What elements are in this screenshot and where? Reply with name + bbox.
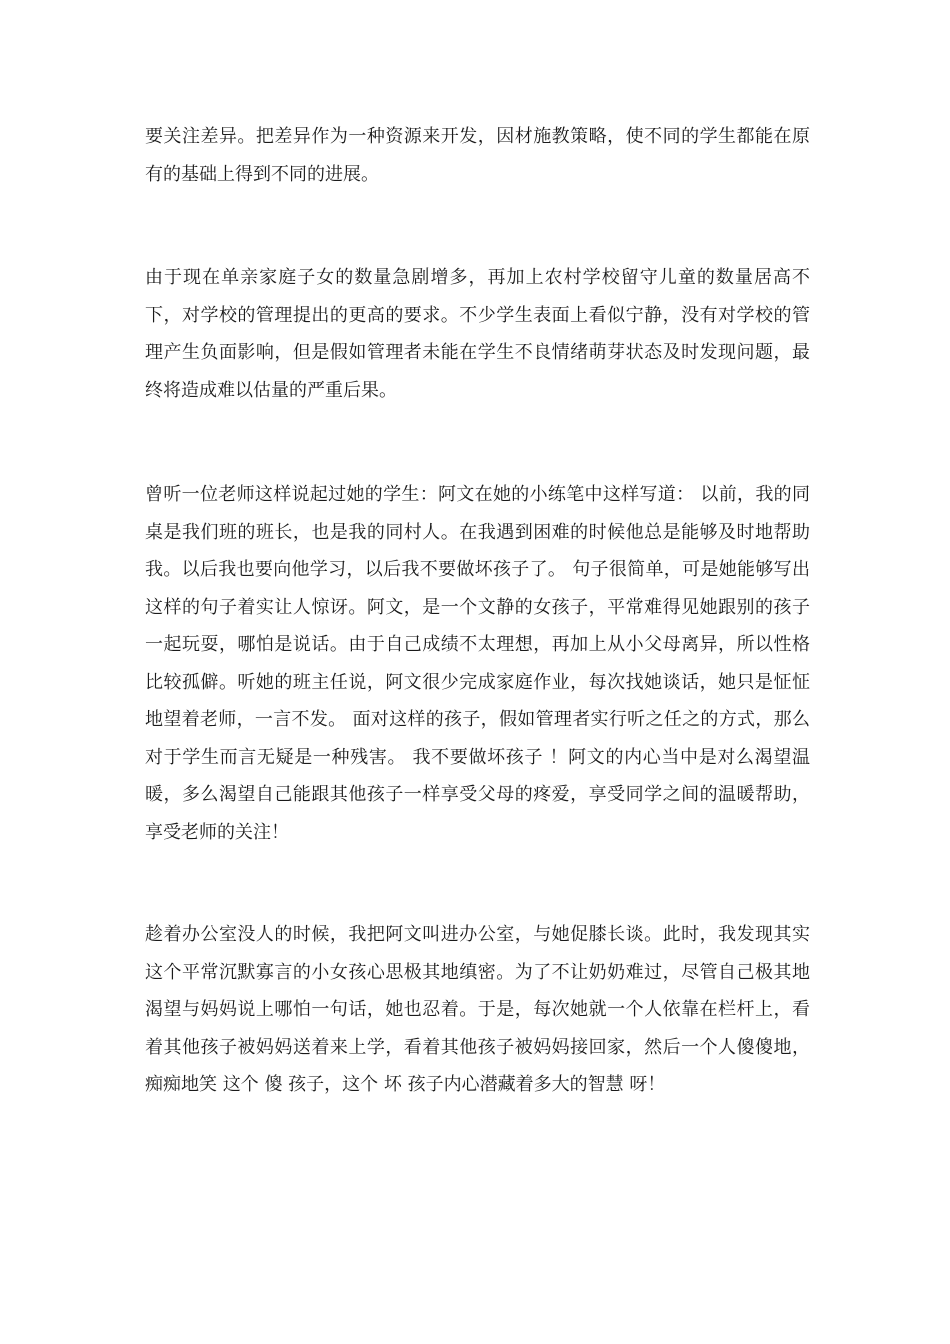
paragraph-1: 要关注差异。把差异作为一种资源来开发，因材施教策略，使不同的学生都能在原有的基础上得到不同的进展。 xyxy=(145,126,810,185)
paragraph-4: 趁着办公室没人的时候，我把阿文叫进办公室，与她促膝长谈。此时，我发现其实这个平常沉默寡言的小女孩心思极其地缜密。为了不让奶奶难过，尽管自己极其地渴望与妈妈说上哪怕一句话，她也忍着。于是，每次她就一个人依靠在栏杆上，看着其他孩子被妈妈送着来上学，看着其他孩子被妈妈接回家，然后一个人傻傻地，痴痴地笑 这个 傻 孩子，这个 坏 孩子内心潜藏着多大的智慧 呀！ xyxy=(145,924,810,1095)
paragraph-3: 曾听一位老师这样说起过她的学生：阿文在她的小练笔中这样写道： 以前，我的同桌是我们班的班长，也是我的同村人。在我遇到困难的时候他总是能够及时地帮助我。以后我也要向他学习，以后我不要做坏孩子了。 句子很简单，可是她能够写出这样的句子着实让人惊讶。阿文，是一个文静的女孩子，平常难得见她跟别的孩子一起玩耍，哪怕是说话。由于自己成绩不太理想，再加上从小父母离异，所以性格比较孤僻。听她的班主任说，阿文很少完成家庭作业，每次找她谈话，她只是怔怔地望着老师，一言不发。 面对这样的孩子，假如管理者实行听之任之的方式，那么对于学生而言无疑是一种残害。 我不要做坏孩子 ！阿文的内心当中是对么渴望温暖，多么渴望自己能跟其他孩子一样享受父母的疼爱，享受同学之间的温暖帮助，享受老师的关注！ xyxy=(145,484,810,843)
paragraph-2: 由于现在单亲家庭子女的数量急剧增多，再加上农村学校留守儿童的数量居高不下，对学校的管理提出的更高的要求。不少学生表面上看似宁静，没有对学校的管理产生负面影响，但是假如管理者未能在学生不良情绪萌芽状态及时发现问题，最终将造成难以估量的严重后果。 xyxy=(145,267,810,401)
